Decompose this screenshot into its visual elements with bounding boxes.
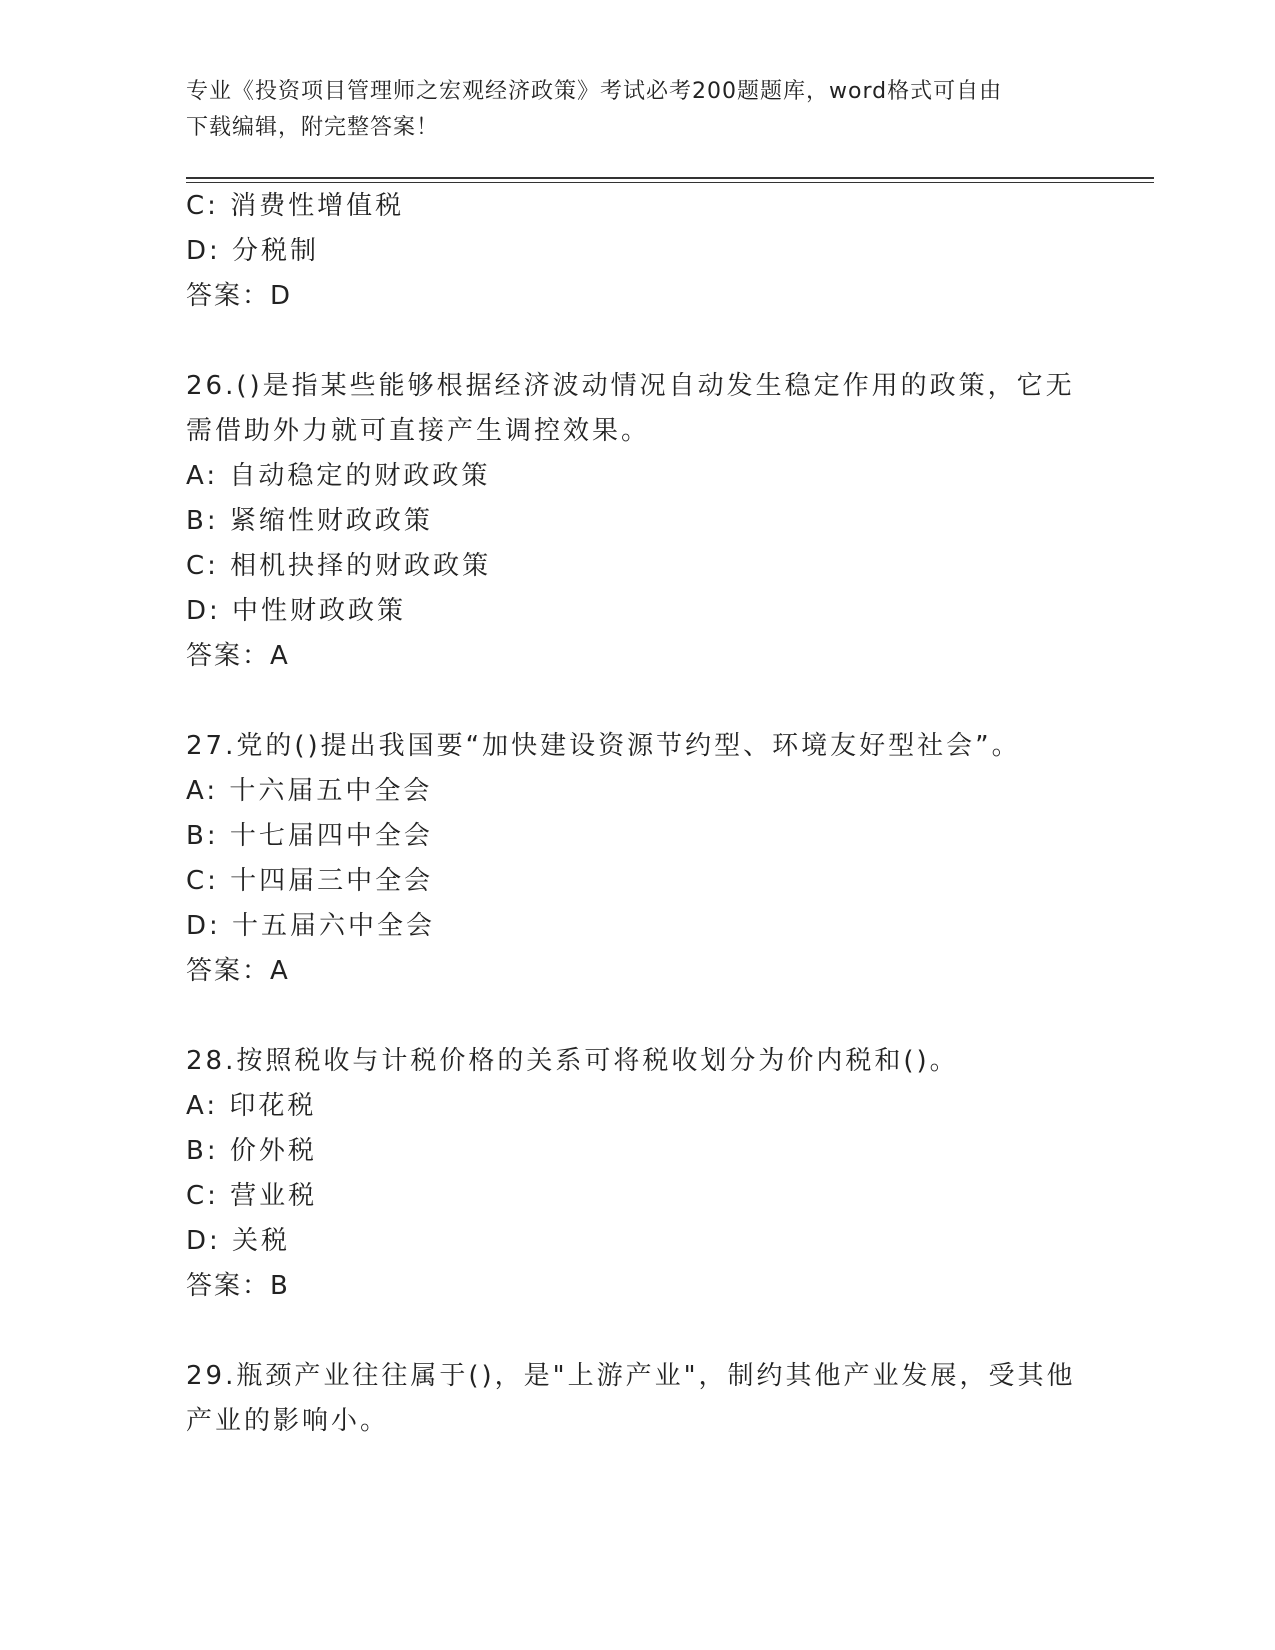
question-28-option-c: C: 营业税 [186, 1181, 318, 1211]
prev-option-c: C: 消费性增值税 [186, 191, 405, 221]
question-28-stem-line-1: 28.按照税收与计税价格的关系可将税收划分为价内税和()。 [186, 1046, 959, 1076]
question-26-answer: 答案：A [186, 641, 290, 671]
prev-answer: 答案：D [186, 281, 293, 311]
question-29-stem-line-1: 29.瓶颈产业往往属于()，是"上游产业"，制约其他产业发展，受其他 [186, 1361, 1076, 1391]
question-26-option-c: C: 相机抉择的财政政策 [186, 551, 492, 581]
header-divider-thick [186, 177, 1154, 179]
question-26-option-a: A: 自动稳定的财政政策 [186, 461, 491, 491]
question-27-answer: 答案：A [186, 956, 290, 986]
question-28-answer: 答案：B [186, 1271, 290, 1301]
question-26-option-d: D: 中性财政政策 [186, 596, 407, 626]
question-27-option-b: B: 十七届四中全会 [186, 821, 433, 851]
question-27-stem-line-1: 27.党的()提出我国要“加快建设资源节约型、环境友好型社会”。 [186, 731, 1021, 761]
header-line-2: 下载编辑，附完整答案！ [186, 115, 440, 140]
question-27-option-d: D: 十五届六中全会 [186, 911, 436, 941]
question-28-option-b: B: 价外税 [186, 1136, 317, 1166]
question-29-stem-line-2: 产业的影响小。 [186, 1406, 390, 1436]
header-line-1: 专业《投资项目管理师之宏观经济政策》考试必考200题题库，word格式可自由 [186, 79, 1003, 104]
question-26-option-b: B: 紧缩性财政政策 [186, 506, 433, 536]
prev-option-d: D: 分税制 [186, 236, 320, 266]
question-27-option-a: A: 十六届五中全会 [186, 776, 433, 806]
question-26-stem-line-2: 需借助外力就可直接产生调控效果。 [186, 416, 651, 446]
question-27-option-c: C: 十四届三中全会 [186, 866, 434, 896]
document-header [186, 74, 1086, 146]
question-28-option-d: D: 关税 [186, 1226, 291, 1256]
question-28-option-a: A: 印花税 [186, 1091, 317, 1121]
question-26-stem-line-1: 26.()是指某些能够根据经济波动情况自动发生稳定作用的政策，它无 [186, 371, 1075, 401]
